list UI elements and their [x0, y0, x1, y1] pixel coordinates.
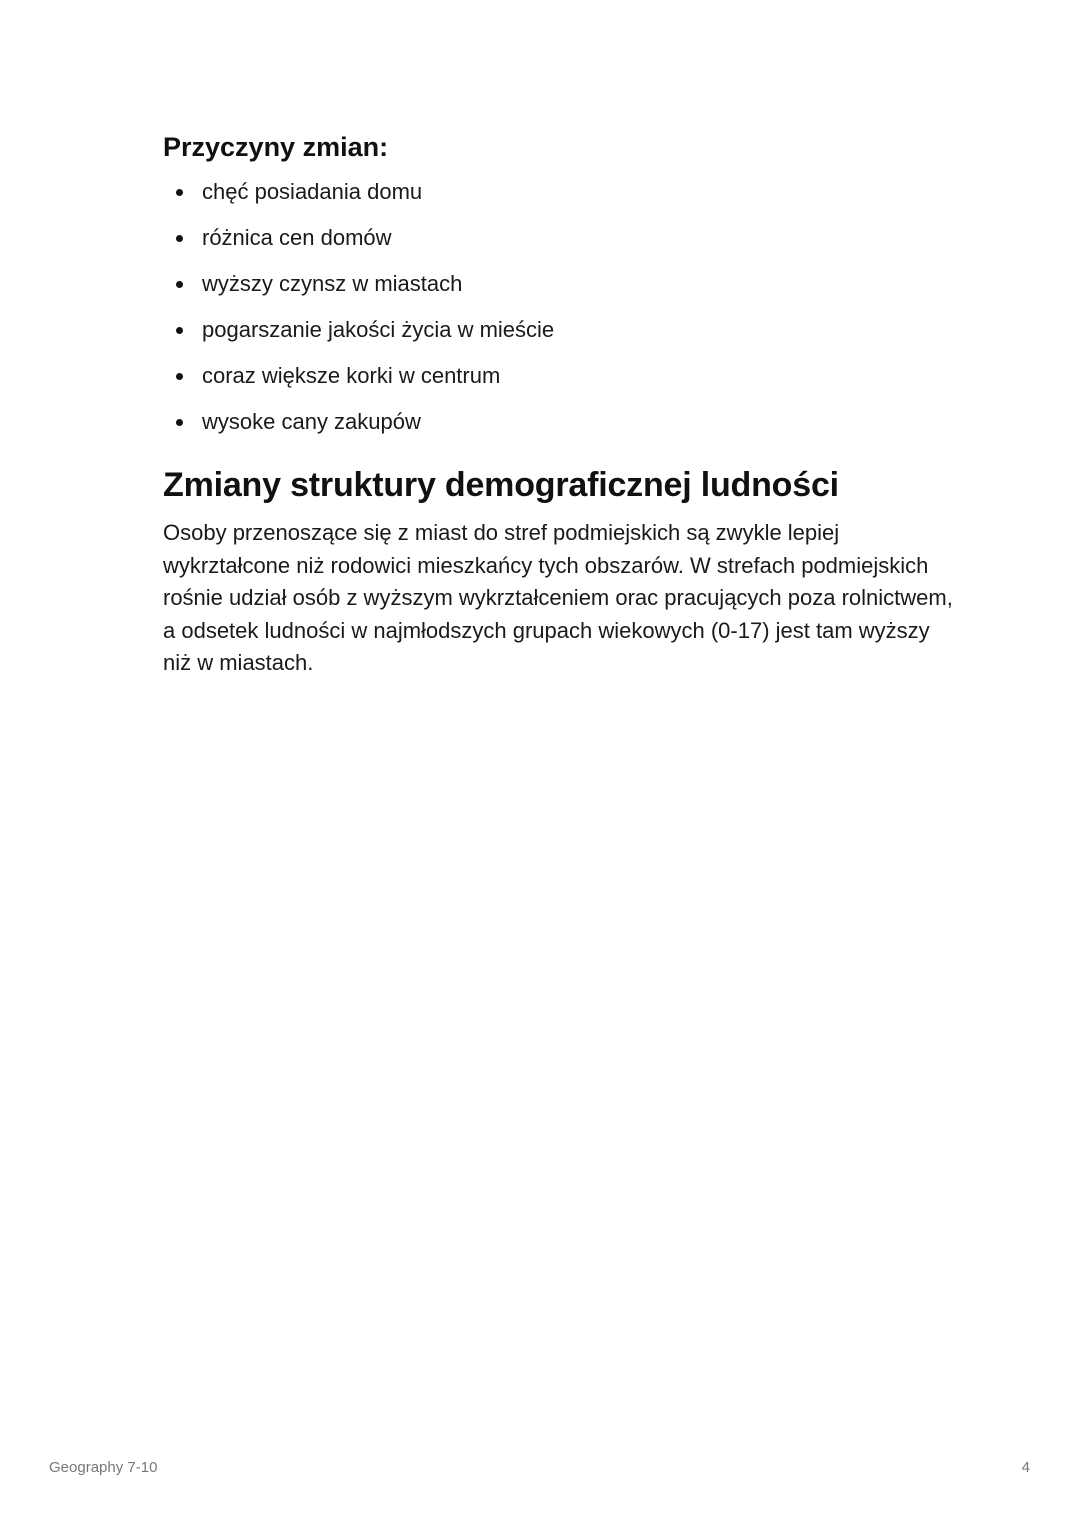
list-item-text: różnica cen domów — [202, 225, 392, 250]
body-paragraph: Osoby przenoszące się z miast do stref podmiejskich są zwykle lepiej wykrztałcone niż rodowici mieszkańcy tych obszarów. W strefach podmiejskich rośnie udział osób z wyższym wykrztałceniem orac pracujących poza rolnictwem, a odsetek ludności w najmłodszych grupach wiekowych (0-17) jest tam wyższy niż w miastach. — [163, 520, 953, 675]
bullet-icon — [176, 419, 183, 426]
list-item-text: coraz większe korki w centrum — [202, 363, 501, 388]
list-item — [163, 269, 963, 299]
list-item — [163, 177, 963, 207]
bullet-icon — [176, 281, 183, 288]
list-item-text: wysoke cany zakupów — [202, 409, 421, 434]
page-content — [163, 128, 963, 680]
list-item — [163, 407, 963, 437]
footer-document-title: Geography 7-10 — [49, 1459, 158, 1476]
list-item-text: chęć posiadania domu — [202, 179, 423, 204]
causes-heading: Przyczyny zmian: — [163, 132, 389, 162]
list-item-text: wyższy czynsz w miastach — [202, 271, 463, 296]
list-item-text: pogarszanie jakości życia w mieście — [202, 317, 555, 342]
causes-list — [163, 177, 963, 437]
list-item — [163, 315, 963, 345]
bullet-icon — [176, 327, 183, 334]
list-item — [163, 223, 963, 253]
bullet-icon — [176, 373, 183, 380]
bullet-icon — [176, 189, 183, 196]
list-item — [163, 361, 963, 391]
section-title: Zmiany struktury demograficznej ludności — [163, 466, 839, 504]
page-number: 4 — [1021, 1459, 1030, 1476]
bullet-icon — [176, 235, 183, 242]
